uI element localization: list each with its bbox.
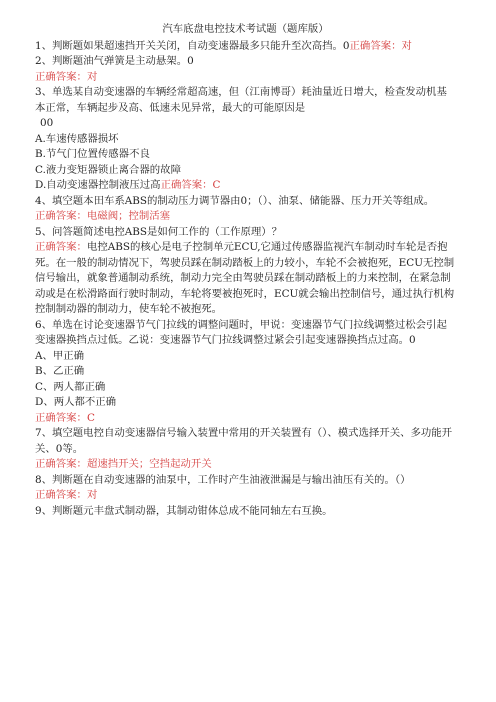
question-5: 5、问答题简述电控ABS是如何工作的（工作原理）？ bbox=[35, 225, 283, 238]
question-3-option-d bbox=[35, 178, 456, 194]
question-3-option-c: C.液力变矩器锁止离合器的故障 bbox=[35, 163, 181, 176]
question-6-option-b: B、乙正确 bbox=[35, 365, 85, 377]
question-text: 2、判断题油气弹簧是主动悬架。0 bbox=[35, 55, 194, 67]
answer-text: 正确答案：C bbox=[160, 179, 221, 191]
question-3-option-a: A.车速传感器损坏 bbox=[35, 132, 119, 145]
question-6: 6、单选在讨论变速器节气门拉线的调整问题时，甲说：变速器节气门拉线调整过松会引起变速器换挡点过低。乙说：变速器节气门拉线调整过紧会引起变速器换挡点过高。0 bbox=[35, 318, 447, 346]
answer-7: 正确答案：超速挡开关；空挡起动开关 bbox=[35, 458, 212, 470]
answer-5 bbox=[35, 240, 456, 318]
question-6-option-c: C、两人都正确 bbox=[35, 380, 106, 393]
question-text: 1、判断题如果超速挡开关关闭，自动变速器最多只能升至次高挡。0 bbox=[35, 39, 350, 52]
answer-label: 正确答案： bbox=[35, 241, 87, 253]
question-4: 4、填空题本田车系ABS的制动压力调节器由0；（）、油泵、储能器、压力开关等组成。 bbox=[35, 194, 435, 207]
question-6-option-d: D、两人都不正确 bbox=[35, 396, 117, 408]
question-8: 8、判断题在自动变速器的油泵中，工作时产生油液泄漏是与输出油压有关的。（） bbox=[35, 473, 411, 486]
question-2 bbox=[35, 54, 456, 70]
question-6-option-a: A、甲正确 bbox=[35, 349, 85, 362]
answer-body: 电控ABS的核心是电子控制单元ECU,它通过传感器监视汽车制动时车轮是否抱死。在一般的制动情况下，驾驶员踩在制动踏板上的力较小，车轮不会被抱死，ECU无控制信号输出，就象普通制动系统，制动力完全由驾驶员踩在制动踏板上的力来控制，在紧急制动或是在松滑路面行驶时制动，车轮将要被抱死时，ECU就会输出控制信号，通过执行机构控制制动器的制动力，使车轮不被抱死。 bbox=[35, 241, 455, 315]
answer-4: 正确答案：电磁阀；控制活塞 bbox=[35, 210, 171, 222]
answer-8: 正确答案：对 bbox=[35, 489, 98, 501]
question-1 bbox=[35, 39, 456, 55]
question-9: 9、判断题元丰盘式制动器，其制动钳体总成不能同轴左右互换。 bbox=[35, 504, 333, 517]
option-text: D.自动变速器控制液压过高 bbox=[35, 179, 161, 191]
document-title: 汽车底盘电控技术考试题（题库版） bbox=[162, 23, 329, 35]
question-3: 3、单选某自动变速器的车辆经常超高速，但（江南博哥）耗油量近日增大，检查发动机基本正常，车辆起步及高、低速未见异常，最大的可能原因是 bbox=[35, 86, 447, 114]
answer-text: 正确答案：对 bbox=[349, 39, 412, 52]
answer-2: 正确答案：对 bbox=[35, 70, 98, 83]
answer-6: 正确答案：C bbox=[35, 411, 95, 424]
question-3-blank: 00 bbox=[40, 117, 54, 129]
question-7: 7、填空题电控自动变速器信号输入装置中常用的开关装置有（）、模式选择开关、多功能开关、0等。 bbox=[35, 427, 453, 455]
question-3-option-b: B.节气门位置传感器不良 bbox=[35, 148, 150, 160]
